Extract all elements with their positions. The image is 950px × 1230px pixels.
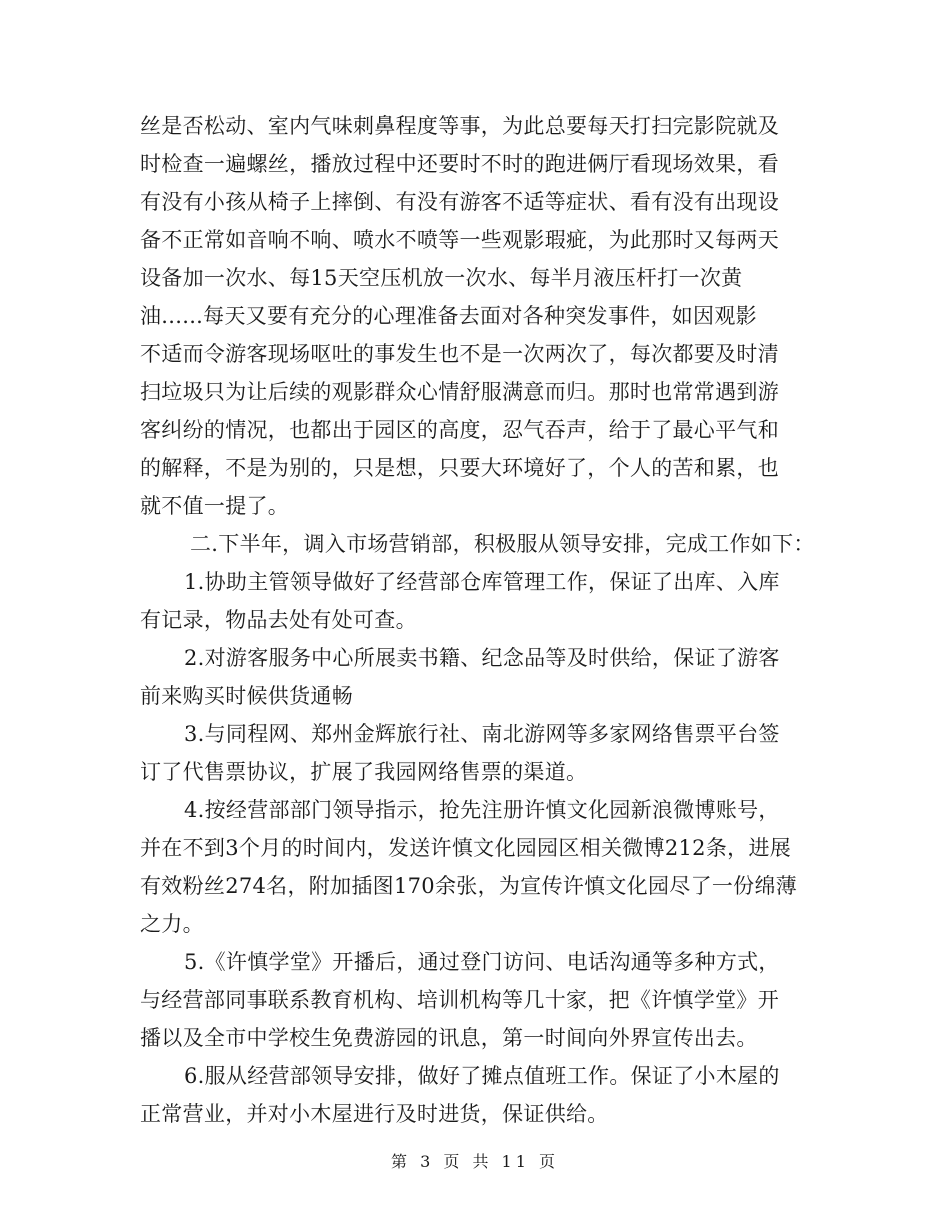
list-item-6: 6.服从经营部领导安排，做好了摊点值班工作。保证了小木屋的 <box>184 1064 780 1088</box>
list-item-5: 5.《许慎学堂》开播后，通过登门访问、电话沟通等多种方式， <box>184 950 780 974</box>
text-line: 备不正常如音响不响、喷水不喷等一些观影瑕疵，为此那时又每两天 <box>140 228 779 252</box>
text-line: 有没有小孩从椅子上摔倒、有没有游客不适等症状、看有没有出现设 <box>140 190 779 214</box>
text-line: 丝是否松动、室内气味刺鼻程度等事，为此总要每天打扫完影院就及 <box>140 114 779 138</box>
text-line: 就不值一提了。 <box>140 494 290 518</box>
text-line: 并在不到3个月的时间内，发送许慎文化园园区相关微博212条，进展 <box>140 836 792 860</box>
text-line: 有记录，物品去处有处可查。 <box>140 608 417 632</box>
text-line: 油......每天又要有充分的心理准备去面对各种突发事件，如因观影 <box>140 304 757 328</box>
text-line: 扫垃圾只为让后续的观影群众心情舒服满意而归。那时也常常遇到游 <box>140 380 779 404</box>
text-line: 客纠纷的情况，也都出于园区的高度，忍气吞声，给于了最心平气和 <box>140 418 779 442</box>
text-line: 前来购买时候供货通畅 <box>140 684 353 708</box>
text-line: 正常营业，并对小木屋进行及时进货，保证供给。 <box>140 1102 609 1126</box>
text-line: 时检查一遍螺丝，播放过程中还要时不时的跑进俩厅看现场效果，看 <box>140 152 779 176</box>
text-line: 设备加一次水、每15天空压机放一次水、每半月液压杆打一次黄 <box>140 266 743 290</box>
text-line: 的解释，不是为别的，只是想，只要大环境好了，个人的苦和累，也 <box>140 456 779 480</box>
text-line: 播以及全市中学校生免费游园的讯息，第一时间向外界宣传出去。 <box>140 1026 758 1050</box>
text-line: 订了代售票协议，扩展了我园网络售票的渠道。 <box>140 760 588 784</box>
list-item-1: 1.协助主管领导做好了经营部仓库管理工作，保证了出库、入库 <box>184 570 780 594</box>
section-heading: 二.下半年，调入市场营销部，积极服从领导安排，完成工作如下： <box>190 532 815 556</box>
text-line: 不适而令游客现场呕吐的事发生也不是一次两次了，每次都要及时清 <box>140 342 779 366</box>
page-number-footer: 第 3 页 共 11 页 <box>391 1152 559 1171</box>
list-item-3: 3.与同程网、郑州金辉旅行社、南北游网等多家网络售票平台签 <box>184 722 780 746</box>
list-item-2: 2.对游客服务中心所展卖书籍、纪念品等及时供给，保证了游客 <box>184 646 780 670</box>
list-item-4: 4.按经营部部门领导指示，抢先注册许慎文化园新浪微博账号， <box>184 798 780 822</box>
text-line: 有效粉丝274名，附加插图170余张，为宣传许慎文化园尽了一份绵薄 <box>140 874 798 898</box>
text-line: 之力。 <box>140 912 204 936</box>
text-line: 与经营部同事联系教育机构、培训机构等几十家，把《许慎学堂》开 <box>140 988 779 1012</box>
